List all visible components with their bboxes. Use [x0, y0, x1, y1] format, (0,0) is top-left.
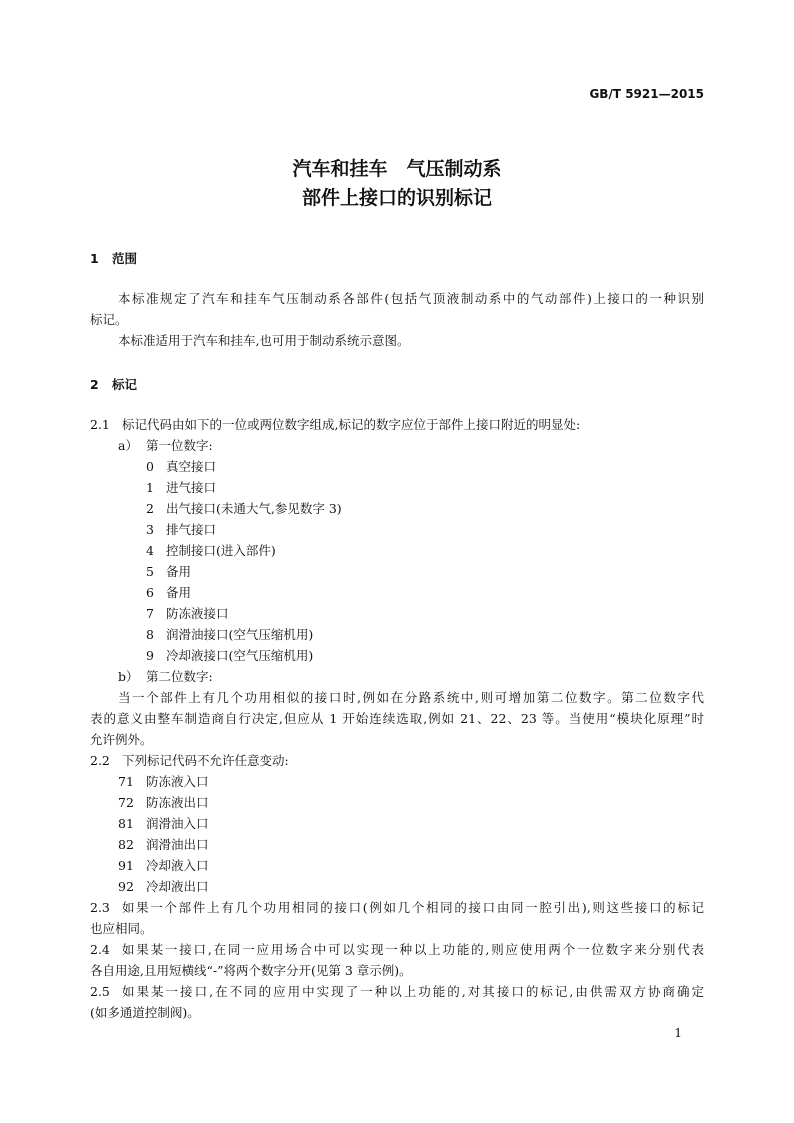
code-text: 冷却液入口 — [146, 858, 209, 873]
code-number: 2 — [146, 501, 154, 516]
code-text: 冷却液出口 — [146, 879, 209, 894]
code-number: 92 — [118, 879, 134, 894]
clause-2-2 — [90, 750, 289, 771]
code-number: 81 — [118, 816, 134, 831]
section-number: 2 — [90, 377, 99, 392]
code-number: 4 — [146, 543, 154, 558]
scope-paragraph-1-line-1: 本标准规定了汽车和挂车气压制动系各部件(包括气顶液制动系中的气动部件)上接口的一种识别 — [118, 291, 704, 306]
code-text: 防冻液接口 — [166, 606, 229, 621]
code-number: 91 — [118, 858, 134, 873]
scope-paragraph-1-line-2: 标记。 — [90, 312, 128, 327]
clause-number: 2.2 — [90, 753, 110, 768]
code-number: 82 — [118, 837, 134, 852]
list-item — [118, 792, 209, 813]
code-text: 冷却液接口(空气压缩机用) — [166, 648, 314, 663]
item-label: a） — [118, 438, 138, 453]
code-number: 6 — [146, 585, 154, 600]
list-item — [118, 771, 209, 792]
clause-2-4-line-1 — [90, 939, 704, 960]
clause-text: 如果一个部件上有几个功用相同的接口(例如几个相同的接口由同一腔引出),则这些接口的标记 — [122, 900, 704, 915]
code-number: 71 — [118, 774, 134, 789]
list-item — [146, 582, 191, 603]
code-text: 备用 — [166, 585, 192, 600]
code-number: 0 — [146, 459, 154, 474]
document-title-line-2: 部件上接口的识别标记 — [301, 187, 492, 209]
clause-number: 2.4 — [90, 942, 110, 957]
code-text: 防冻液出口 — [146, 795, 209, 810]
list-item — [146, 456, 216, 477]
item-b-paragraph-line-1: 当一个部件上有几个功用相似的接口时,例如在分路系统中,则可增加第二位数字。第二位数字代 — [118, 690, 704, 705]
clause-text: 标记代码由如下的一位或两位数字组成,标记的数字应位于部件上接口附近的明显处: — [122, 417, 581, 432]
clause-2-5-line-1 — [90, 981, 704, 1002]
list-item — [146, 519, 216, 540]
code-number: 5 — [146, 564, 154, 579]
list-item — [146, 561, 191, 582]
list-item — [146, 603, 229, 624]
clause-number: 2.5 — [90, 984, 110, 999]
item-text: 第一位数字: — [146, 438, 213, 453]
scope-paragraph-2: 本标准适用于汽车和挂车,也可用于制动系统示意图。 — [118, 333, 410, 348]
section-heading-scope — [90, 249, 137, 267]
code-text: 润滑油入口 — [146, 816, 209, 831]
code-text: 进气接口 — [166, 480, 217, 495]
list-item — [118, 876, 209, 897]
code-text: 润滑油出口 — [146, 837, 209, 852]
clause-text: 如果某一接口,在不同的应用中实现了一种以上功能的,对其接口的标记,由供需双方协商确定 — [122, 984, 704, 999]
code-text: 出气接口(未通大气,参见数字 3) — [166, 501, 342, 516]
code-number: 9 — [146, 648, 154, 663]
section-number: 1 — [90, 251, 99, 266]
code-text: 备用 — [166, 564, 192, 579]
section-heading-marking — [90, 375, 137, 393]
clause-text: 下列标记代码不允许任意变动: — [122, 753, 289, 768]
clause-2-3-line-1 — [90, 897, 704, 918]
item-b-paragraph-line-3: 允许例外。 — [90, 732, 153, 747]
section-title: 标记 — [112, 377, 138, 392]
clause-number: 2.1 — [90, 417, 110, 432]
list-item — [146, 498, 342, 519]
list-item — [146, 540, 276, 561]
standard-number: GB/T 5921—2015 — [589, 87, 704, 101]
list-item — [118, 813, 209, 834]
section-title: 范围 — [112, 251, 138, 266]
code-text: 排气接口 — [166, 522, 217, 537]
clause-2-4-line-2: 各自用途,且用短横线“-”将两个数字分开(见第 3 章示例)。 — [90, 963, 412, 978]
code-text: 控制接口(进入部件) — [166, 543, 276, 558]
code-number: 1 — [146, 480, 154, 495]
code-text: 真空接口 — [166, 459, 217, 474]
list-item — [146, 477, 216, 498]
clause-2-5-line-2: (如多通道控制阀)。 — [90, 1005, 200, 1020]
code-number: 8 — [146, 627, 154, 642]
code-text: 防冻液入口 — [146, 774, 209, 789]
code-number: 72 — [118, 795, 134, 810]
list-item — [146, 645, 313, 666]
item-text: 第二位数字: — [146, 669, 213, 684]
page-number: 1 — [674, 1026, 682, 1040]
item-b-paragraph-line-2: 表的意义由整车制造商自行决定,但应从 1 开始连续选取,例如 21、22、23 等。当使用“模块化原理”时 — [90, 711, 704, 726]
clause-number: 2.3 — [90, 900, 110, 915]
document-title-line-1: 汽车和挂车 气压制动系 — [292, 158, 502, 180]
list-item — [146, 624, 313, 645]
clause-text: 如果某一接口,在同一应用场合中可以实现一种以上功能的,则应使用两个一位数字来分别代表 — [122, 942, 704, 957]
code-text: 润滑油接口(空气压缩机用) — [166, 627, 314, 642]
item-label: b） — [118, 669, 139, 684]
item-b — [118, 666, 213, 687]
list-item — [118, 855, 209, 876]
code-number: 7 — [146, 606, 154, 621]
item-a — [118, 435, 213, 456]
clause-2-1 — [90, 414, 580, 435]
code-number: 3 — [146, 522, 154, 537]
clause-2-3-line-2: 也应相同。 — [90, 921, 153, 936]
list-item — [118, 834, 209, 855]
